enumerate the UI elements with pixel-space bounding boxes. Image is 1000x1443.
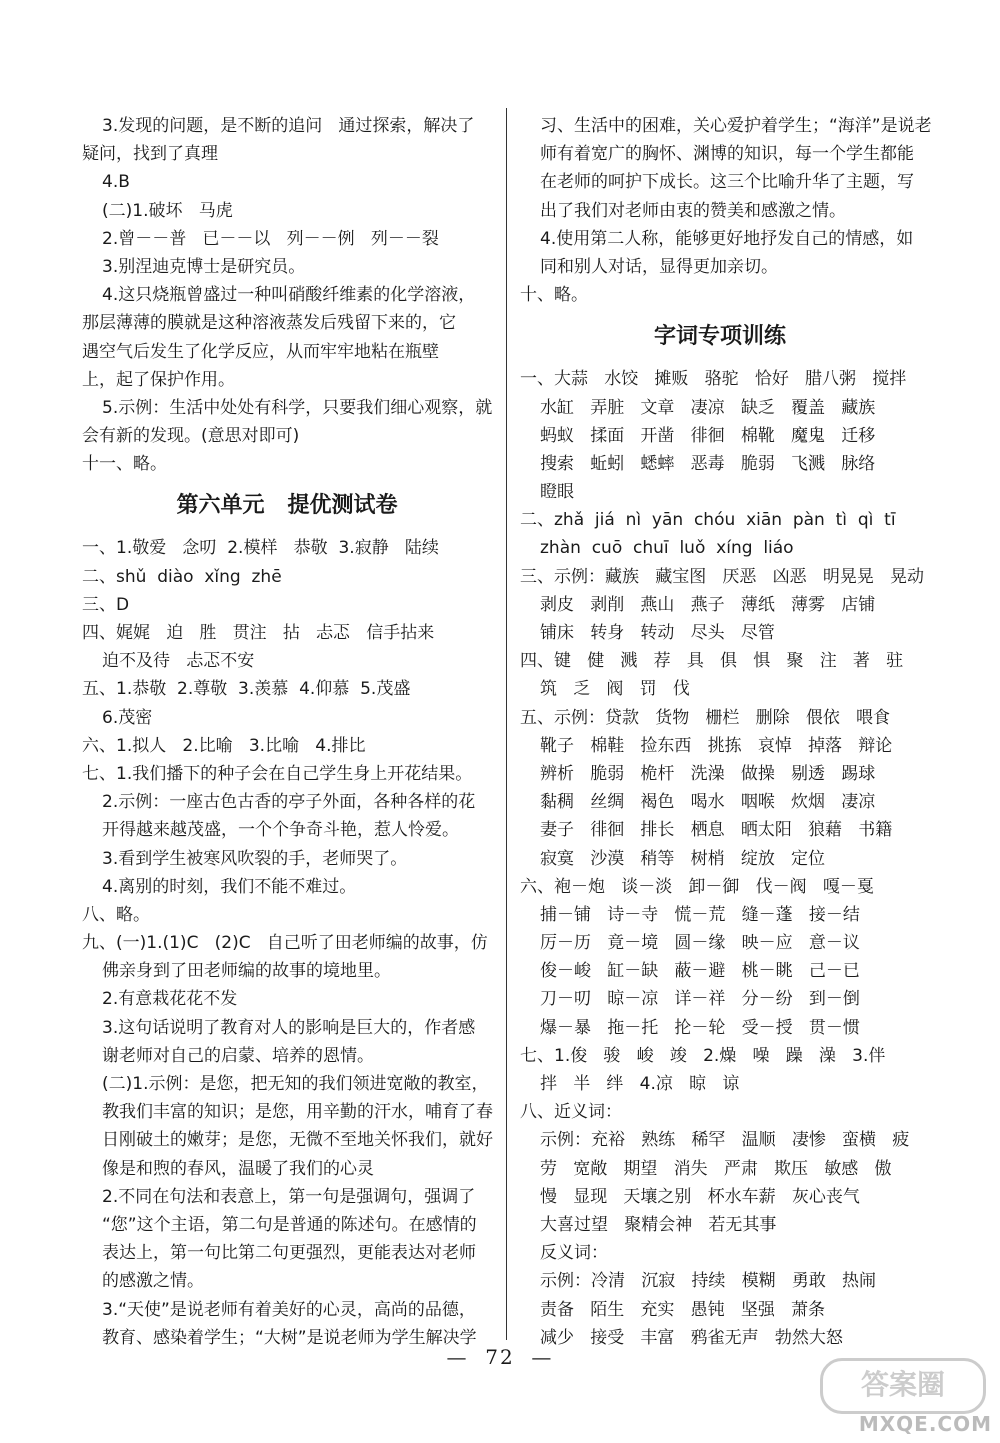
answer-line: 大喜过望 聚精会神 若无其事 (540, 1214, 777, 1235)
answer-line: 2.示例：一座古色古香的亭子外面，各种各样的花 (102, 792, 476, 813)
answer-line: (二)1.破坏 马虎 (102, 200, 233, 221)
answer-line: 三、D (82, 594, 130, 615)
answer-line: 二、shǔ diào xǐng zhē (82, 566, 282, 587)
answer-line: 一、1.敬爱 念叨 2.模样 恭敬 3.寂静 陆续 (82, 538, 439, 559)
answer-line: 上，起了保护作用。 (82, 369, 235, 390)
answer-line: 迫不及待 忐忑不安 (102, 651, 255, 672)
answer-line: 九、(一)1.(1)C (2)C 自己听了田老师编的故事，仿 (82, 933, 488, 954)
answer-line: 水缸 弄脏 文章 凄凉 缺乏 覆盖 藏族 (540, 397, 876, 418)
answer-line: 4.这只烧瓶曾盛过一种叫硝酸纤维素的化学溶液， (102, 285, 476, 306)
watermark-logo-text: 答案圈 (820, 1358, 986, 1414)
answer-line: 剥皮 剥削 燕山 燕子 薄纸 薄雾 店铺 (540, 594, 876, 615)
answer-line: 疑问，找到了真理 (82, 144, 218, 165)
answer-line: 示例：冷清 沉寂 持续 模糊 勇敢 热闹 (540, 1271, 877, 1292)
answer-line: 遇空气后发生了化学反应，从而牢牢地粘在瓶壁 (82, 341, 439, 362)
answer-line: 八、近义词： (520, 1102, 622, 1123)
answer-line: zhàn cuō chuī luǒ xíng liáo (540, 538, 794, 559)
answer-line: (二)1.示例：是您，把无知的我们领进宽敞的教室， (102, 1074, 489, 1094)
page-number: — 72 — (446, 1345, 554, 1369)
answer-line: 劳 宽敞 期望 消失 严肃 欺压 敏感 傲 (540, 1158, 892, 1179)
answer-line: 黏稠 丝绸 褐色 喝水 咽喉 炊烟 凄凉 (540, 792, 876, 813)
answer-line: 四、娓娓 迫 胜 贯注 拈 忐忑 信手拈来 (82, 623, 435, 643)
watermark-site: MXQE.COM (858, 1412, 992, 1436)
answer-line: 责备 陌生 充实 愚钝 坚强 萧条 (540, 1299, 826, 1320)
answer-line: 爆－暴 拖－托 抡－轮 受－授 贯－惯 (540, 1017, 860, 1038)
answer-line: 在老师的呵护下成长。这三个比喻升华了主题，写 (540, 172, 914, 193)
answer-line: 五、示例：贷款 货物 栅栏 删除 偎依 喂食 (520, 707, 891, 728)
answer-line: 十一、略。 (82, 454, 167, 475)
section-title: 字词专项训练 (653, 324, 786, 350)
answer-line: 3.发现的问题，是不断的追问 通过探索，解决了 (102, 116, 475, 136)
answer-line: 俊－峻 缸－缺 蔽－避 桃－眺 己－已 (540, 961, 860, 982)
answer-line: 靴子 棉鞋 捡东西 挑拣 哀悼 掉落 辩论 (540, 735, 893, 756)
answer-line: 三、示例：藏族 藏宝图 厌恶 凶恶 明晃晃 晃动 (520, 566, 925, 587)
watermark-logo (817, 1358, 992, 1436)
answer-line: 拌 半 绊 4.凉 晾 谅 (540, 1074, 740, 1094)
answer-line: 开得越来越茂盛，一个个争奇斗艳，惹人怜爱。 (102, 820, 459, 841)
answer-line: 师有着宽广的胸怀、渊博的知识，每一个学生都能 (540, 144, 914, 165)
answer-line: 5.示例：生活中处处有科学，只要我们细心观察，就 (102, 397, 493, 418)
answer-line: 六、1.拟人 2.比喻 3.比喻 4.排比 (82, 735, 366, 756)
section-title: 第六单元 提优测试卷 (176, 493, 398, 519)
answer-line: 一、大蒜 水饺 摊贩 骆驼 恰好 腊八粥 搅拌 (520, 369, 907, 390)
answer-line: 铺床 转身 转动 尽头 尽管 (540, 623, 775, 643)
right-column (520, 112, 932, 1352)
answer-line: 3.“天使”是说老师有着美好的心灵，高尚的品德， (102, 1299, 476, 1320)
answer-line: 慢 显现 天壤之别 杯水车薪 灰心丧气 (540, 1186, 860, 1207)
answer-line: 四、键 健 溅 荐 具 俱 惧 聚 注 著 驻 (520, 651, 904, 672)
answer-line: 像是和煦的春风，温暖了我们的心灵 (102, 1158, 374, 1179)
answer-line: 反义词： (540, 1243, 608, 1264)
answer-line: 示例：充裕 熟练 稀罕 温顺 凄惨 蛮横 疲 (540, 1130, 910, 1151)
answer-line: 习、生活中的困难，关心爱护着学生；“海洋”是说老 (540, 116, 932, 136)
answer-line: 2.曾－－普 已－－以 列－－例 列－－裂 (102, 228, 439, 249)
answer-line: 表达上，第一句比第二句更强烈，更能表达对老师 (102, 1243, 476, 1264)
answer-line: 3.看到学生被寒风吹裂的手，老师哭了。 (102, 848, 408, 869)
answer-line: 蚂蚁 揉面 开凿 徘徊 棉靴 魔鬼 迁移 (540, 425, 876, 446)
answer-line: 2.有意栽花花不发 (102, 989, 238, 1010)
answer-line: 同和别人对话，显得更加亲切。 (540, 256, 778, 277)
answer-line: 4.B (102, 172, 130, 193)
column-divider (506, 108, 507, 1340)
answer-line: 十、略。 (520, 285, 588, 306)
answer-line: 八、略。 (82, 904, 150, 925)
answer-line: 4.使用第二人称，能够更好地抒发自己的情感，如 (540, 228, 914, 249)
answer-line: 搜索 蚯蚓 蟋蟀 恶毒 脆弱 飞溅 脉络 (540, 453, 876, 474)
answer-line: 教我们丰富的知识；是您，用辛勤的汗水，哺育了春 (102, 1102, 493, 1123)
answer-line: 七、1.俊 骏 峻 竣 2.燥 噪 躁 澡 3.伴 (520, 1045, 886, 1066)
answer-line: 2.不同在句法和表意上，第一句是强调句，强调了 (102, 1186, 476, 1207)
answer-line: 出了我们对老师由衷的赞美和感激之情。 (540, 200, 846, 221)
answer-line: 厉－历 竟－境 圆－缘 映－应 意－议 (540, 933, 860, 954)
answer-line: 筑 乏 阀 罚 伐 (540, 679, 690, 700)
answer-line: 寂寞 沙漠 稍等 树梢 绽放 定位 (540, 848, 826, 869)
answer-line: 瞪眼 (540, 482, 574, 503)
answer-line: 那层薄薄的膜就是这种溶液蒸发后残留下来的，它 (82, 313, 456, 334)
answer-line: 七、1.我们播下的种子会在自己学生身上开花结果。 (82, 763, 473, 784)
answer-line: 六、袍－炮 谈－淡 卸－御 伐－阀 嘎－戛 (520, 876, 874, 897)
answer-line: 日刚破土的嫩芽；是您，无微不至地关怀我们，就好 (102, 1130, 493, 1151)
answer-line: “您”这个主语，第二句是普通的陈述句。在感情的 (102, 1214, 477, 1235)
answer-line: 教育、感染着学生；“大树”是说老师为学生解决学 (102, 1327, 477, 1348)
answer-line: 减少 接受 丰富 鸦雀无声 勃然大怒 (540, 1327, 843, 1348)
answer-line: 辨析 脆弱 桅杆 洗澡 做操 剔透 踢球 (540, 763, 876, 784)
answer-line: 6.茂密 (102, 707, 153, 728)
answer-line: 的感激之情。 (102, 1271, 204, 1292)
answer-line: 3.别涅迪克博士是研究员。 (102, 256, 306, 277)
answer-line: 捕－铺 诗－寺 慌－荒 缝－蓬 接－结 (540, 904, 860, 925)
left-column (82, 112, 492, 1352)
answer-line: 刀－叨 晾－凉 详－祥 分－纷 到－倒 (540, 989, 860, 1010)
answer-line: 3.这句话说明了教育对人的影响是巨大的，作者感 (102, 1017, 476, 1038)
answer-line: 二、zhǎ jiá nì yān chóu xiān pàn tì qì tī (520, 510, 896, 531)
answer-line: 会有新的发现。(意思对即可) (82, 426, 300, 447)
answer-line: 佛亲身到了田老师编的故事的境地里。 (102, 961, 391, 982)
answer-line: 五、1.恭敬 2.尊敬 3.羡慕 4.仰慕 5.茂盛 (82, 679, 411, 700)
answer-line: 妻子 徘徊 排长 栖息 晒太阳 狼藉 书籍 (540, 820, 893, 841)
answer-line: 谢老师对自己的启蒙、培养的恩情。 (102, 1045, 374, 1066)
answer-line: 4.离别的时刻，我们不能不难过。 (102, 876, 357, 897)
